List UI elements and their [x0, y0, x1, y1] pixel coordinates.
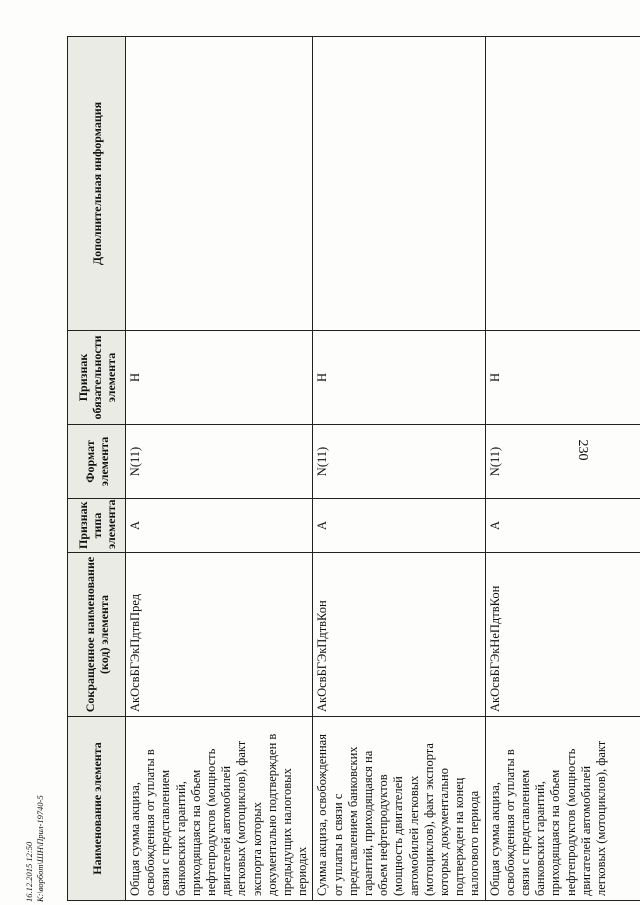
cell-element-type: А [313, 499, 485, 553]
header-element-type: Признак типа элемента [68, 499, 126, 553]
footer-timestamp: 16.12.2015 12:50 [24, 841, 34, 902]
cell-element-type: А [485, 499, 640, 553]
cell-element-code: АкОсвБГЭкНеПдтвКон [485, 553, 640, 717]
cell-additional-info [313, 37, 485, 331]
cell-element-required: Н [126, 331, 313, 425]
cell-element-name [485, 717, 640, 901]
cell-element-name [313, 717, 485, 901]
rotated-page-content [67, 37, 613, 901]
cell-element-required: Н [313, 331, 485, 425]
table-row [126, 37, 313, 901]
cell-element-type: А [126, 499, 313, 553]
element-name-text: Общая сумма акциза, освобожденная от уплаты в связи с представлением банковских гарантий, приходящаяся на объем нефтепродуктов (мощность двигателей автомобилей легковых (мотоциклов), факт [487, 740, 609, 896]
page-number: 230 [575, 439, 590, 461]
cell-element-format: N(11) [485, 425, 640, 499]
header-additional-info: Дополнительная информация [68, 37, 126, 331]
element-name-text: Сумма акциза, освобожденная от уплаты в связи с представлением банковских гарантий, приходящаяся на объем нефтепродуктов (мощность двигателей автомобилей легковых (мотоциклов), факт экспорта которых документально подтвержден на конец налогового периода [315, 734, 482, 896]
table-row [485, 37, 640, 901]
cell-additional-info [485, 37, 640, 331]
cell-element-code: АкОсвБГЭкПдтвКон [313, 553, 485, 717]
header-element-format: Формат элемента [68, 425, 126, 499]
table-row [313, 37, 485, 901]
header-element-required: Признак обязательности элемента [68, 331, 126, 425]
footer-file-path: К:\ворбот\ШН\Прил-19740-5 [35, 795, 45, 902]
cell-element-name [126, 717, 313, 901]
cell-element-code: АкОсвБГЭкПдтвПред [126, 553, 313, 717]
cell-element-format: N(11) [126, 425, 313, 499]
header-element-name: Наименование элемента [68, 717, 126, 901]
element-name-text: Общая сумма акциза, освобожденная от уплаты в связи с представлением банковских гарантий, приходящаяся на объем нефтепродуктов (мощность двигателей автомобилей легковых (мотоциклов), факт экспорта которых документально подтвержден в предыдущих налоговых периодах [128, 733, 310, 896]
cell-element-required: Н [485, 331, 640, 425]
header-element-code: Сокращенное наименование (код) элемента [68, 553, 126, 717]
document-footer [24, 682, 58, 902]
table-header-row [68, 37, 126, 901]
cell-additional-info [126, 37, 313, 331]
elements-table [67, 36, 640, 901]
cell-element-format: N(11) [313, 425, 485, 499]
